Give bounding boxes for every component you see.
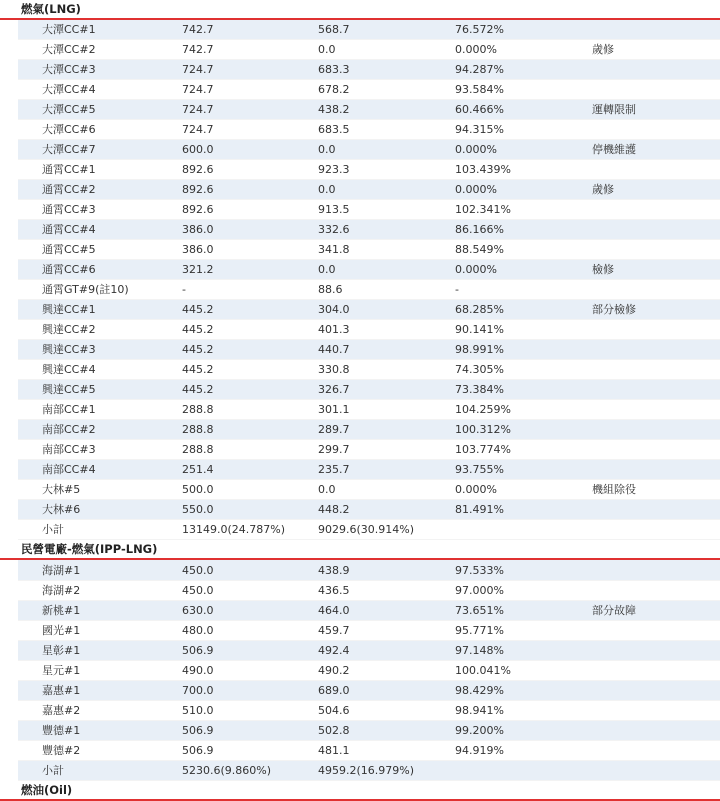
- output-ratio-cell: 103.774%: [455, 440, 592, 460]
- capacity-cell: 892.6: [182, 200, 318, 220]
- table-row: [18, 420, 720, 440]
- remark-cell: [592, 200, 720, 220]
- unit-name-cell: 大潭CC#2: [18, 40, 182, 60]
- table-row: [18, 660, 720, 680]
- output-ratio-cell: 60.466%: [455, 100, 592, 120]
- table-row: [18, 180, 720, 200]
- net-output-cell: 678.2: [318, 80, 455, 100]
- output-ratio-cell: 81.491%: [455, 500, 592, 520]
- capacity-cell: 445.2: [182, 380, 318, 400]
- table-row: [18, 40, 720, 60]
- capacity-cell: 445.2: [182, 320, 318, 340]
- unit-name-cell: 南部CC#3: [18, 440, 182, 460]
- remark-cell: [592, 720, 720, 740]
- table-row: [18, 160, 720, 180]
- net-output-cell: 9029.6(30.914%): [318, 520, 455, 540]
- capacity-cell: 506.9: [182, 720, 318, 740]
- capacity-cell: 490.0: [182, 660, 318, 680]
- table-row: [18, 620, 720, 640]
- capacity-cell: 386.0: [182, 240, 318, 260]
- capacity-cell: 321.2: [182, 260, 318, 280]
- net-output-cell: 0.0: [318, 40, 455, 60]
- output-ratio-cell: 104.259%: [455, 400, 592, 420]
- net-output-cell: 438.2: [318, 100, 455, 120]
- remark-cell: [592, 220, 720, 240]
- unit-name-cell: 星元#1: [18, 660, 182, 680]
- net-output-cell: 464.0: [318, 600, 455, 620]
- capacity-cell: 600.0: [182, 140, 318, 160]
- output-ratio-cell: 97.533%: [455, 560, 592, 580]
- net-output-cell: 504.6: [318, 700, 455, 720]
- unit-name-cell: 海湖#2: [18, 580, 182, 600]
- output-ratio-cell: 90.141%: [455, 320, 592, 340]
- unit-name-cell: 小計: [18, 520, 182, 540]
- net-output-cell: 683.5: [318, 120, 455, 140]
- net-output-cell: 683.3: [318, 60, 455, 80]
- remark-cell: [592, 640, 720, 660]
- output-ratio-cell: 94.919%: [455, 740, 592, 760]
- table-row: [18, 760, 720, 780]
- net-output-cell: 481.1: [318, 740, 455, 760]
- output-ratio-cell: 93.755%: [455, 460, 592, 480]
- output-ratio-cell: 88.549%: [455, 240, 592, 260]
- table-row: [18, 500, 720, 520]
- output-ratio-cell: 76.572%: [455, 20, 592, 40]
- remark-cell: [592, 360, 720, 380]
- remark-cell: [592, 400, 720, 420]
- net-output-cell: 438.9: [318, 560, 455, 580]
- unit-name-cell: 通霄CC#6: [18, 260, 182, 280]
- output-ratio-cell: 0.000%: [455, 140, 592, 160]
- unit-name-cell: 豐德#1: [18, 720, 182, 740]
- unit-name-cell: 通霄CC#5: [18, 240, 182, 260]
- net-output-cell: 88.6: [318, 280, 455, 300]
- unit-name-cell: 海湖#1: [18, 560, 182, 580]
- unit-name-cell: 大潭CC#4: [18, 80, 182, 100]
- unit-name-cell: 興達CC#1: [18, 300, 182, 320]
- output-ratio-cell: 0.000%: [455, 180, 592, 200]
- ipp-table: [18, 560, 720, 780]
- output-ratio-cell: 68.285%: [455, 300, 592, 320]
- remark-cell: [592, 160, 720, 180]
- net-output-cell: 0.0: [318, 140, 455, 160]
- capacity-cell: 445.2: [182, 300, 318, 320]
- remark-cell: [592, 580, 720, 600]
- output-ratio-cell: 94.315%: [455, 120, 592, 140]
- capacity-cell: 550.0: [182, 500, 318, 520]
- section-ipp-header: 民營電廠-燃氣(IPP-LNG): [0, 540, 720, 560]
- output-ratio-cell: 97.148%: [455, 640, 592, 660]
- net-output-cell: 0.0: [318, 180, 455, 200]
- remark-cell: [592, 680, 720, 700]
- remark-cell: [592, 120, 720, 140]
- remark-cell: [592, 340, 720, 360]
- table-row: [18, 120, 720, 140]
- net-output-cell: 341.8: [318, 240, 455, 260]
- capacity-cell: 742.7: [182, 20, 318, 40]
- remark-cell: [592, 760, 720, 780]
- table-row: [18, 680, 720, 700]
- output-ratio-cell: 94.287%: [455, 60, 592, 80]
- net-output-cell: 0.0: [318, 480, 455, 500]
- table-row: [18, 60, 720, 80]
- section-oil-header: 燃油(Oil): [0, 781, 720, 801]
- table-row: [18, 20, 720, 40]
- remark-cell: 檢修: [592, 260, 720, 280]
- table-row: [18, 200, 720, 220]
- remark-cell: [592, 60, 720, 80]
- net-output-cell: 0.0: [318, 260, 455, 280]
- net-output-cell: 4959.2(16.979%): [318, 760, 455, 780]
- net-output-cell: 301.1: [318, 400, 455, 420]
- capacity-cell: 724.7: [182, 100, 318, 120]
- net-output-cell: 330.8: [318, 360, 455, 380]
- output-ratio-cell: 74.305%: [455, 360, 592, 380]
- capacity-cell: 450.0: [182, 560, 318, 580]
- table-row: [18, 360, 720, 380]
- unit-name-cell: 大林#5: [18, 480, 182, 500]
- unit-name-cell: 新桃#1: [18, 600, 182, 620]
- unit-name-cell: 南部CC#4: [18, 460, 182, 480]
- unit-name-cell: 興達CC#5: [18, 380, 182, 400]
- net-output-cell: 440.7: [318, 340, 455, 360]
- unit-name-cell: 南部CC#2: [18, 420, 182, 440]
- net-output-cell: 299.7: [318, 440, 455, 460]
- net-output-cell: 448.2: [318, 500, 455, 520]
- table-row: [18, 700, 720, 720]
- remark-cell: [592, 520, 720, 540]
- remark-cell: [592, 80, 720, 100]
- net-output-cell: 492.4: [318, 640, 455, 660]
- table-row: [18, 720, 720, 740]
- output-ratio-cell: 100.041%: [455, 660, 592, 680]
- output-ratio-cell: 73.651%: [455, 600, 592, 620]
- unit-name-cell: 星彰#1: [18, 640, 182, 660]
- unit-name-cell: 大林#6: [18, 500, 182, 520]
- capacity-cell: 288.8: [182, 420, 318, 440]
- table-row: [18, 600, 720, 620]
- capacity-cell: 13149.0(24.787%): [182, 520, 318, 540]
- output-ratio-cell: 95.771%: [455, 620, 592, 640]
- table-row: [18, 80, 720, 100]
- remark-cell: [592, 660, 720, 680]
- net-output-cell: 332.6: [318, 220, 455, 240]
- net-output-cell: 568.7: [318, 20, 455, 40]
- unit-name-cell: 通霄CC#4: [18, 220, 182, 240]
- table-row: [18, 480, 720, 500]
- output-ratio-cell: 0.000%: [455, 40, 592, 60]
- net-output-cell: 923.3: [318, 160, 455, 180]
- remark-cell: 部分故障: [592, 600, 720, 620]
- output-ratio-cell: 73.384%: [455, 380, 592, 400]
- capacity-cell: 288.8: [182, 400, 318, 420]
- table-row: [18, 320, 720, 340]
- unit-name-cell: 嘉惠#1: [18, 680, 182, 700]
- unit-name-cell: 大潭CC#1: [18, 20, 182, 40]
- remark-cell: [592, 460, 720, 480]
- output-ratio-cell: [455, 760, 592, 780]
- capacity-cell: 630.0: [182, 600, 318, 620]
- remark-cell: [592, 500, 720, 520]
- remark-cell: [592, 740, 720, 760]
- table-row: [18, 440, 720, 460]
- table-row: [18, 220, 720, 240]
- table-row: [18, 560, 720, 580]
- output-ratio-cell: -: [455, 280, 592, 300]
- net-output-cell: 689.0: [318, 680, 455, 700]
- capacity-cell: 724.7: [182, 60, 318, 80]
- output-ratio-cell: 98.991%: [455, 340, 592, 360]
- output-ratio-cell: 93.584%: [455, 80, 592, 100]
- net-output-cell: 490.2: [318, 660, 455, 680]
- table-row: [18, 520, 720, 540]
- capacity-cell: 450.0: [182, 580, 318, 600]
- output-ratio-cell: 100.312%: [455, 420, 592, 440]
- net-output-cell: 235.7: [318, 460, 455, 480]
- capacity-cell: 892.6: [182, 160, 318, 180]
- unit-name-cell: 通霄CC#3: [18, 200, 182, 220]
- capacity-cell: 724.7: [182, 120, 318, 140]
- capacity-cell: 5230.6(9.860%): [182, 760, 318, 780]
- unit-name-cell: 嘉惠#2: [18, 700, 182, 720]
- output-ratio-cell: 0.000%: [455, 260, 592, 280]
- table-row: [18, 580, 720, 600]
- unit-name-cell: 大潭CC#5: [18, 100, 182, 120]
- remark-cell: [592, 420, 720, 440]
- output-ratio-cell: 98.429%: [455, 680, 592, 700]
- remark-cell: 機組除役: [592, 480, 720, 500]
- net-output-cell: 326.7: [318, 380, 455, 400]
- table-row: [18, 640, 720, 660]
- unit-name-cell: 大潭CC#3: [18, 60, 182, 80]
- output-ratio-cell: 98.941%: [455, 700, 592, 720]
- capacity-cell: 510.0: [182, 700, 318, 720]
- table-row: [18, 340, 720, 360]
- capacity-cell: 892.6: [182, 180, 318, 200]
- net-output-cell: 304.0: [318, 300, 455, 320]
- unit-name-cell: 興達CC#3: [18, 340, 182, 360]
- table-row: [18, 260, 720, 280]
- remark-cell: 歲修: [592, 40, 720, 60]
- net-output-cell: 502.8: [318, 720, 455, 740]
- unit-name-cell: 通霄CC#1: [18, 160, 182, 180]
- unit-name-cell: 興達CC#4: [18, 360, 182, 380]
- remark-cell: [592, 240, 720, 260]
- capacity-cell: 445.2: [182, 360, 318, 380]
- unit-name-cell: 小計: [18, 760, 182, 780]
- unit-name-cell: 南部CC#1: [18, 400, 182, 420]
- capacity-cell: 506.9: [182, 640, 318, 660]
- capacity-cell: -: [182, 280, 318, 300]
- remark-cell: [592, 700, 720, 720]
- table-row: [18, 380, 720, 400]
- table-row: [18, 100, 720, 120]
- remark-cell: [592, 20, 720, 40]
- unit-name-cell: 通霄CC#2: [18, 180, 182, 200]
- net-output-cell: 289.7: [318, 420, 455, 440]
- capacity-cell: 700.0: [182, 680, 318, 700]
- remark-cell: [592, 280, 720, 300]
- unit-name-cell: 大潭CC#7: [18, 140, 182, 160]
- table-row: [18, 740, 720, 760]
- table-row: [18, 460, 720, 480]
- output-ratio-cell: 102.341%: [455, 200, 592, 220]
- output-ratio-cell: 86.166%: [455, 220, 592, 240]
- unit-name-cell: 大潭CC#6: [18, 120, 182, 140]
- output-ratio-cell: 99.200%: [455, 720, 592, 740]
- capacity-cell: 386.0: [182, 220, 318, 240]
- capacity-cell: 742.7: [182, 40, 318, 60]
- capacity-cell: 500.0: [182, 480, 318, 500]
- remark-cell: 歲修: [592, 180, 720, 200]
- output-ratio-cell: 0.000%: [455, 480, 592, 500]
- remark-cell: [592, 440, 720, 460]
- table-row: [18, 300, 720, 320]
- unit-name-cell: 興達CC#2: [18, 320, 182, 340]
- section-lng-header: 燃氣(LNG): [0, 0, 720, 20]
- remark-cell: 部分檢修: [592, 300, 720, 320]
- net-output-cell: 401.3: [318, 320, 455, 340]
- remark-cell: [592, 620, 720, 640]
- table-row: [18, 280, 720, 300]
- output-ratio-cell: 97.000%: [455, 580, 592, 600]
- lng-table: [18, 20, 720, 540]
- net-output-cell: 436.5: [318, 580, 455, 600]
- remark-cell: [592, 380, 720, 400]
- remark-cell: [592, 320, 720, 340]
- capacity-cell: 724.7: [182, 80, 318, 100]
- remark-cell: 停機維護: [592, 140, 720, 160]
- capacity-cell: 251.4: [182, 460, 318, 480]
- unit-name-cell: 豐德#2: [18, 740, 182, 760]
- capacity-cell: 445.2: [182, 340, 318, 360]
- unit-name-cell: 國光#1: [18, 620, 182, 640]
- unit-name-cell: 通霄GT#9(註10): [18, 280, 182, 300]
- capacity-cell: 288.8: [182, 440, 318, 460]
- remark-cell: [592, 560, 720, 580]
- capacity-cell: 480.0: [182, 620, 318, 640]
- output-ratio-cell: 103.439%: [455, 160, 592, 180]
- remark-cell: 運轉限制: [592, 100, 720, 120]
- capacity-cell: 506.9: [182, 740, 318, 760]
- table-row: [18, 400, 720, 420]
- table-row: [18, 240, 720, 260]
- table-row: [18, 140, 720, 160]
- net-output-cell: 913.5: [318, 200, 455, 220]
- output-ratio-cell: [455, 520, 592, 540]
- net-output-cell: 459.7: [318, 620, 455, 640]
